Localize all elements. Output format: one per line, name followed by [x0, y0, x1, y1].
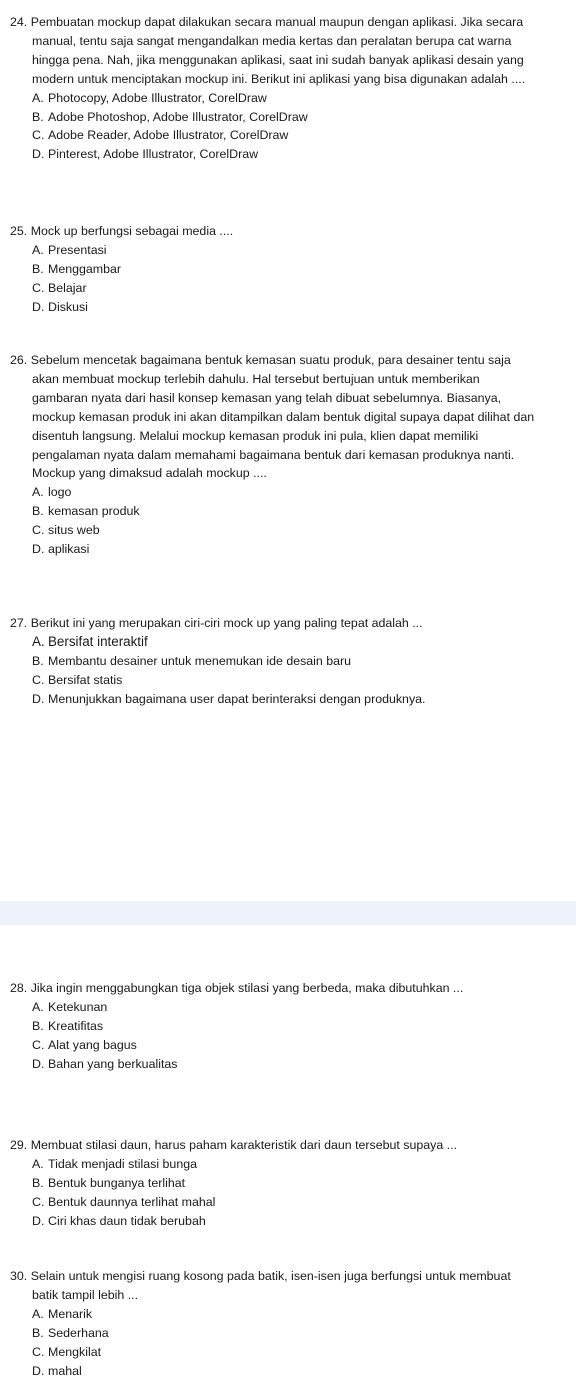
- question-stem: [0, 222, 576, 241]
- option-text: kemasan produk: [48, 504, 140, 519]
- option-text: Menarik: [48, 1306, 93, 1321]
- option-text: Sederhana: [48, 1325, 109, 1340]
- question-28: [0, 979, 576, 1074]
- question-29: [0, 1136, 576, 1231]
- option-d[interactable]: [0, 690, 576, 709]
- option-a[interactable]: [0, 998, 576, 1017]
- option-letter: C.: [32, 1344, 45, 1359]
- question-stem: [0, 351, 576, 483]
- option-letter: D.: [32, 299, 45, 314]
- option-letter: C.: [32, 523, 45, 538]
- option-a[interactable]: [0, 1155, 576, 1174]
- question-number: 24.: [10, 15, 28, 29]
- option-b[interactable]: [0, 108, 576, 127]
- option-text: Ketekunan: [48, 999, 108, 1014]
- option-letter: A.: [32, 633, 45, 649]
- option-c[interactable]: [0, 521, 576, 540]
- question-stem: [0, 13, 576, 89]
- question-number: 25.: [10, 224, 28, 238]
- option-letter: D.: [32, 691, 45, 706]
- option-letter: B.: [32, 261, 44, 276]
- option-text: Bersifat statis: [48, 672, 123, 687]
- option-text: logo: [48, 485, 72, 500]
- option-text: Adobe Reader, Adobe Illustrator, CorelDraw: [48, 128, 289, 143]
- option-b[interactable]: [0, 652, 576, 671]
- option-letter: D.: [32, 147, 45, 162]
- question-number: 26.: [10, 353, 28, 367]
- option-text: Menggambar: [48, 261, 122, 276]
- option-letter: B.: [32, 1175, 44, 1190]
- option-letter: A.: [32, 1156, 44, 1171]
- option-text: aplikasi: [48, 542, 90, 557]
- option-text: Bentuk bunganya terlihat: [48, 1175, 186, 1190]
- question-text: Jika ingin menggabungkan tiga objek stilasi yang berbeda, maka dibutuhkan ...: [30, 981, 464, 995]
- option-c[interactable]: [0, 279, 576, 298]
- option-d[interactable]: [0, 1212, 576, 1231]
- option-a[interactable]: [0, 1305, 576, 1324]
- question-text: Mock up berfungsi sebagai media ....: [30, 224, 234, 238]
- option-text: Ciri khas daun tidak berubah: [48, 1213, 206, 1228]
- option-letter: A.: [32, 485, 44, 500]
- option-text: Adobe Photoshop, Adobe Illustrator, CorelDraw: [48, 109, 308, 124]
- answer-options: [0, 483, 576, 559]
- question-stem: [0, 979, 576, 998]
- option-letter: D.: [32, 1363, 45, 1378]
- option-letter: A.: [32, 1306, 44, 1321]
- option-a[interactable]: [0, 483, 576, 502]
- option-a[interactable]: [0, 89, 576, 108]
- option-c[interactable]: [0, 671, 576, 690]
- option-letter: D.: [32, 1213, 45, 1228]
- question-number: 28.: [10, 981, 28, 995]
- answer-options: [0, 633, 576, 709]
- option-letter: D.: [32, 1056, 45, 1071]
- option-c[interactable]: [0, 126, 576, 145]
- question-text: Pembuatan mockup dapat dilakukan secara manual maupun dengan aplikasi. Jika secara manual, tentu saja sangat mengandalkan media kertas dan peralatan berupa cat warna hingga pena. Nah, jika menggunakan aplikasi, saat ini sudah banyak aplikasi desain yang modern untuk menciptakan mockup ini. Berikut ini aplikasi yang bisa digunakan adalah ....: [30, 15, 526, 86]
- option-letter: C.: [32, 672, 45, 687]
- option-text: Belajar: [48, 280, 87, 295]
- option-d[interactable]: [0, 145, 576, 164]
- option-text: Photocopy, Adobe Illustrator, CorelDraw: [48, 90, 267, 105]
- option-letter: C.: [32, 128, 45, 143]
- answer-options: [0, 241, 576, 317]
- option-letter: A.: [32, 999, 44, 1014]
- option-letter: C.: [32, 280, 45, 295]
- question-text: Sebelum mencetak bagaimana bentuk kemasan suatu produk, para desainer tentu saja akan membuat mockup terlebih dahulu. Hal tersebut bertujuan untuk memberikan gambaran nyata dari hasil konsep kemasan yang telah dibuat sebelumnya. Biasanya, mockup kemasan produk ini akan ditampilkan dalam bentuk digital supaya dapat dilihat dan disentuh langsung. Melalui mockup kemasan produk ini pula, klien dapat memiliki pengalaman nyata dalam memahami bagaimana bentuk dari kemasan produknya nanti. Mockup yang dimaksud adalah mockup ....: [30, 353, 535, 481]
- question-26: [0, 351, 576, 559]
- question-text: Selain untuk mengisi ruang kosong pada batik, isen-isen juga berfungsi untuk membuat batik tampil lebih ...: [30, 1269, 511, 1302]
- question-number: 29.: [10, 1138, 28, 1152]
- option-b[interactable]: [0, 260, 576, 279]
- answer-options: [0, 1155, 576, 1231]
- answer-options: [0, 998, 576, 1074]
- question-25: [0, 222, 576, 317]
- option-letter: B.: [32, 109, 44, 124]
- option-text: situs web: [48, 523, 100, 538]
- option-letter: C.: [32, 1194, 45, 1209]
- option-letter: B.: [32, 653, 44, 668]
- answer-options: [0, 1305, 576, 1381]
- question-text: Membuat stilasi daun, harus paham karakteristik dari daun tersebut supaya ...: [30, 1138, 458, 1152]
- option-letter: A.: [32, 242, 44, 257]
- option-d[interactable]: [0, 1362, 576, 1381]
- answer-options: [0, 89, 576, 165]
- option-text: Presentasi: [48, 242, 107, 257]
- option-text: Tidak menjadi stilasi bunga: [48, 1156, 197, 1171]
- option-letter: B.: [32, 1018, 44, 1033]
- option-text: Kreatifitas: [48, 1018, 104, 1033]
- option-b[interactable]: [0, 1017, 576, 1036]
- option-c[interactable]: [0, 1036, 576, 1055]
- option-letter: B.: [32, 1325, 44, 1340]
- option-a[interactable]: [0, 241, 576, 260]
- option-text: Membantu desainer untuk menemukan ide desain baru: [48, 653, 352, 668]
- option-c[interactable]: [0, 1343, 576, 1362]
- question-27: [0, 614, 576, 709]
- question-number: 27.: [10, 616, 28, 630]
- option-d[interactable]: [0, 540, 576, 559]
- option-letter: B.: [32, 504, 44, 519]
- option-text: mahal: [48, 1363, 82, 1378]
- option-text: Alat yang bagus: [48, 1037, 137, 1052]
- question-30: [0, 1267, 576, 1380]
- option-text: Bahan yang berkualitas: [48, 1056, 178, 1071]
- question-text: Berikut ini yang merupakan ciri-ciri mock up yang paling tepat adalah ...: [30, 616, 423, 630]
- option-b[interactable]: [0, 1324, 576, 1343]
- option-d[interactable]: [0, 298, 576, 317]
- option-text: Menunjukkan bagaimana user dapat berinteraksi dengan produknya.: [48, 691, 426, 706]
- option-text: Diskusi: [48, 299, 88, 314]
- question-stem: [0, 1267, 576, 1305]
- option-text: Pinterest, Adobe Illustrator, CorelDraw: [48, 147, 259, 162]
- question-stem: [0, 1136, 576, 1155]
- option-text: Bentuk daunnya terlihat mahal: [48, 1194, 216, 1209]
- option-c[interactable]: [0, 1193, 576, 1212]
- option-a[interactable]: [0, 633, 576, 652]
- option-b[interactable]: [0, 1174, 576, 1193]
- section-divider-band: [0, 901, 576, 925]
- question-number: 30.: [10, 1269, 28, 1283]
- option-letter: A.: [32, 90, 44, 105]
- question-24: [0, 13, 576, 164]
- option-text: Bersifat interaktif: [48, 633, 148, 649]
- option-letter: C.: [32, 1037, 45, 1052]
- option-d[interactable]: [0, 1055, 576, 1074]
- question-stem: [0, 614, 576, 633]
- option-b[interactable]: [0, 502, 576, 521]
- option-text: Mengkilat: [48, 1344, 102, 1359]
- option-letter: D.: [32, 542, 45, 557]
